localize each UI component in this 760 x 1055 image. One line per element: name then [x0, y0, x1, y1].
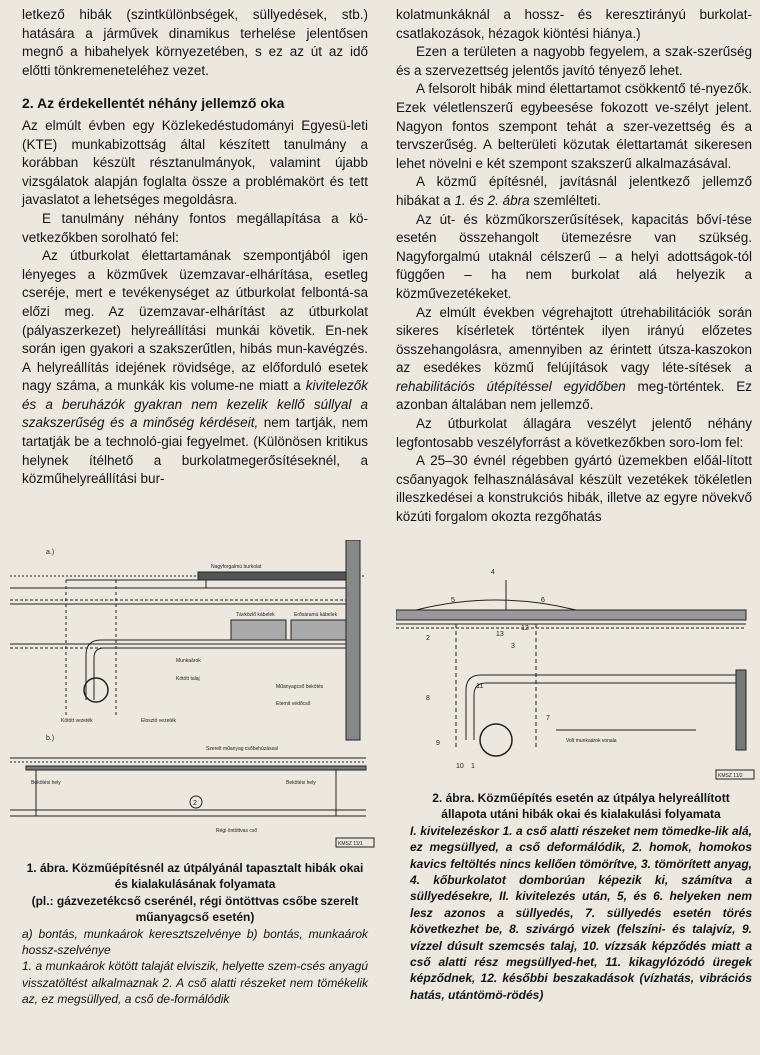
label-munkaarok: Munkaárok: [176, 658, 201, 664]
figure-2-number-13: 13: [496, 631, 504, 638]
figure-2-svg: [396, 550, 756, 785]
right-paragraph-5-text-a: Az elmúlt években végrehajtott útrehabilitációk során sikeres kísérletek történtek ilyen irányú előzetes összehangolásra, amennyiben az érintett útsza-kaszokon az esedékes közmű felújítások vagy léte-sítések a: [396, 304, 752, 376]
figure-1-caption-ab: a) bontás, munkaárok keresztszelvénye b) bontás, munkaárok hossz-szelvénye: [22, 926, 368, 958]
figure-2-number-7: 7: [546, 715, 550, 722]
label-bekotesi-2: Bekötési hely: [286, 780, 316, 786]
label-nagyforgalmu: Nagyforgalmú burkolat: [211, 564, 262, 570]
figure-2-number-1: 1: [471, 763, 475, 770]
label-kotott-vezetek: Kötött vezeték: [61, 718, 93, 724]
figure-2-number-5: 5: [451, 597, 455, 604]
figure-2-number-8: 8: [426, 695, 430, 702]
right-column: [396, 6, 752, 527]
figure-1-caption-body: 1. a munkaárok kötött talaját elviszik, helyette szem-csés anyagú visszatöltést alkalmaznak 2. A cső alatti részeket nem tömékelik az, ez megsüllyed, a cső de-formálódik: [22, 959, 368, 1007]
right-paragraph-1: Ezen a területen a nagyobb fegyelem, a szak-szerűség és a szervezettség jelentős javító tényező lehet.: [396, 44, 752, 78]
right-paragraph-3-text-b: szemlélteti.: [529, 192, 601, 208]
figure-2-number-3: 3: [511, 643, 515, 650]
figure-2-number-4: 4: [491, 569, 495, 576]
figure-2-number-6: 6: [541, 597, 545, 604]
left-paragraph-3-emphasis: kivitelezők és a beruházók gyakran nem kezelik kellő súllyal a szakszerűség és a minőség kérdéseit,: [22, 378, 368, 431]
right-paragraph-3-text-a: A közmű építésnél, javításnál jelentkező jellemző hibákat a: [396, 174, 752, 208]
figure-2-number-2: 2: [426, 635, 430, 642]
label-bekotesi-1: Bekötési hely: [31, 780, 61, 786]
label-eternit: Eternit védőcső: [276, 701, 311, 707]
label-muanyag: Műanyagcső bekötés: [276, 684, 324, 690]
figure-2-caption: [410, 790, 752, 1003]
right-paragraph-3: [396, 173, 752, 210]
left-paragraph-3-text-b: nem tartják, nem tartatják be a technoló-giai fegyelmet. (Különösen kritikus helynek ítélhető a burkolatmegerősítéseknél, a közműhelyreállítási bur-: [22, 415, 368, 487]
figure-2-caption-body: I. kivitelezéskor 1. a cső alatti részeket nem tömedke-lik alá, ez megsüllyed, a cső deformálódik, 2. homok, homokos kavics feltöltés nincs kellően tömörítve, 3. tömörített anyag, 4. kőburkolatot domborúan képezik ki, számítva a süllyedésekre, II. kivitelezés után, 5, és 6. helyeken nem lesz azonos a süllyedés, 7. süllyedés esetén törés következhet be, 8. szivárgó vizek (felszíni- és talajvíz, 9. vízzel dúsult szemcsés talaj, 10. vízzsák képződés miatt a cső alatti rész megsüllyed-het, 11. kikagylózódó üregek képződnek, 12. későbbi beszakadások (vízhatás, vibrációs hatás, utántömö-rödés): [410, 823, 752, 1002]
figure-2-number-10: 10: [456, 763, 464, 770]
label-volt-munkaarok: Volt munkaárok vonala: [566, 738, 617, 744]
figure-1-svg: [6, 540, 378, 855]
figure-2-number-12: 12: [521, 625, 529, 632]
figure-2-drawing: [396, 550, 756, 785]
figure-1-caption-sub: (pl.: gázvezetékcső cserénél, régi öntöttvas csőbe szerelt műanyagcső esetén): [31, 893, 359, 925]
label-tavkozlo: Távközlő kábelek: [236, 612, 275, 618]
left-paragraph-continued: letkező hibák (szintkülönbségek, süllyedések, stb.) hatására a járművek dinamikus terhelése jelentősen megnő a hibahelyek környezetében, s ez az út az idő előtti tönkremeneteléhez vezet.: [22, 7, 368, 78]
figure-1-code: KMSZ 11/1: [338, 841, 363, 847]
left-paragraph-2: E tanulmány néhány fontos megállapítása a kö-vetkezőkben sorolható fel:: [22, 210, 368, 245]
label-eloszto: Elosztó vezeték: [141, 718, 177, 724]
figure-2-caption-title: 2. ábra. Közműépítés esetén az útpálya helyreállított állapota utáni hibák okai és kialakulási folyamata: [432, 791, 730, 822]
figure-2-number-9: 9: [436, 740, 440, 747]
left-paragraph-1: Az elmúlt évben egy Közlekedéstudományi Egyesü-leti (KTE) munkabizottság által készített tanulmány a korábban készült résztanulmányok, valamint újabb vizsgálatok alapján foglalta össze a problémakört és tett javaslatot a lehetséges megoldásra.: [22, 117, 368, 208]
label-erosaramu: Erősáramú kábelek: [294, 612, 338, 618]
label-szerelt: Szerelt műanyag csőbehúzással: [206, 746, 278, 752]
section-heading: 2. Az érdekellentét néhány jellemző oka: [22, 95, 285, 112]
right-paragraph-6: Az útburkolat állagára veszélyt jelentő néhány legfontosabb veszélyforrást a következőkben soro-lom fel:: [396, 416, 752, 450]
figure-1-drawing: [6, 540, 378, 855]
right-paragraph-2: A felsorolt hibák mind élettartamot csökkentő té-nyezők. Ezek véletlenszerű egybeesése fokozott ve-szélyt jelent. Nagyon fontos szempont tehát a szer-vezettség és a tervszerűség. A belterületi közutak élettartamát sikeresen lehet növelni e két szempont szakszerű alkalmazásával.: [396, 81, 752, 171]
figure-1-caption-title: 1. ábra. Közműépítésnél az útpályánál tapasztalt hibák okai és kialakulásának folyamata: [26, 861, 364, 892]
left-column: [22, 6, 368, 489]
label-regi: Régi öntöttvas cső: [216, 828, 258, 834]
right-paragraph-3-emphasis: 1. és 2. ábra: [454, 192, 530, 208]
right-paragraph-5: [396, 304, 752, 416]
left-paragraph-3-text-a: Az útburkolat élettartamának szempontjából igen lényeges a közművek üzemzavar-elhárítása, esetleg cseréje, mert e tevékenységet az útburkolat felbontá-sa előzi meg. Az üzemzavar-elhárítást az útburkolat (pályaszerkezet) helyreállítási munkái követik. En-nek során igen gyakori a szakszerűtlen, hibás mun-kavégzés. A helyreállítás idejének rövidsége, az előforduló esetek nagy száma, a munkák kis volume-ne miatt a: [22, 248, 368, 394]
label-kotott-talaj: Kötött talaj: [176, 676, 200, 682]
label-number-2: 2: [193, 800, 197, 807]
right-paragraph-7: A 25–30 évnél régebben gyártó üzemekben előál-lított csőanyagok felhasználásával készült vezetékek tökéletlen illeszkedései a konstrukciós hibák, illetve az egyre növekvő közúti forgalom okozta rezgőhatás: [396, 453, 752, 525]
left-paragraph-3: [22, 247, 368, 489]
right-paragraph-5-emphasis: rehabilitációs útépítéssel egyidőben: [396, 378, 626, 394]
right-paragraph-continued: kolatmunkáknál a hossz- és keresztirányú burkolat-csatlakozások, hézagok kiöntési hiánya.): [396, 7, 752, 41]
right-paragraph-5-text-b: meg-történtek. Ez azonban általában nem jellemző.: [396, 378, 752, 413]
figure-2-number-11: 11: [476, 683, 484, 690]
figure-1-caption: [22, 860, 368, 1008]
figure-1-label-a: a.): [46, 549, 55, 556]
right-paragraph-4: Az út- és közműkorszerűsítések, kapacitás bőví-tése esetén összehangolt ütemezésre van szükség. Nagyforgalmú utaknál célszerű – a helyi adottságok-tól függően – ha nem burkolat alá helyezik a közművezetékeket.: [396, 211, 752, 301]
figure-2-code: KMSZ 11/2: [718, 773, 743, 779]
figure-1-label-b: b.): [46, 735, 55, 742]
